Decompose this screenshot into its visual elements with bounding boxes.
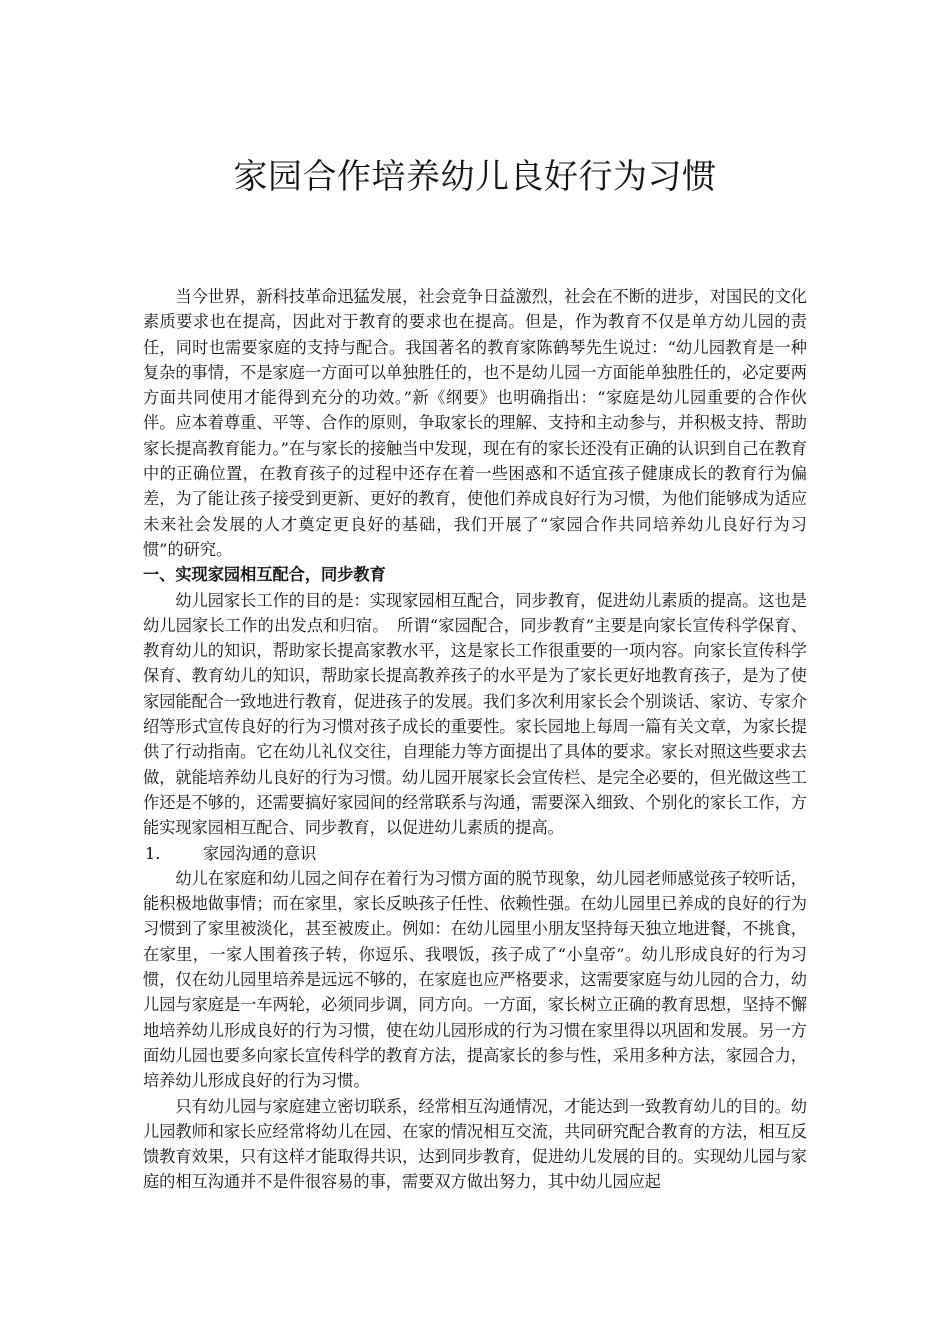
- subsection-number: 1.: [145, 843, 161, 863]
- subsection-heading: [143, 841, 807, 866]
- section-heading: 一、实现家园相互配合，同步教育: [143, 565, 386, 585]
- subsection-paragraph: 幼儿在家庭和幼儿园之间存在着行为习惯方面的脱节现象，幼儿园老师感觉孩子较听话，能积极地做事情；而在家里，家长反映孩子任性、依赖性强。在幼儿园里已养成的良好的行为习惯到了家里被淡化，甚至被废止。例如：在幼儿园里小朋友坚持每天独立地进餐，不挑食，在家里，一家人围着孩子转，你逗乐、我喂饭，孩子成了“小皇帝”。幼儿形成良好的行为习惯，仅在幼儿园里培养是远远不够的，在家庭也应严格要求，这需要家庭与幼儿园的合力，幼儿园与家庭是一车两轮，必须同步调，同方向。一方面，家长树立正确的教育思想，坚持不懈地培养幼儿形成良好的行为习惯，使在幼儿园形成的行为习惯在家里得以巩固和发展。另一方面幼儿园也要多向家长宣传科学的教育方法，提高家长的参与性，采用多种方法，家园合力，培养幼儿形成良好的行为习惯。: [143, 868, 807, 1091]
- section-paragraph: 幼儿园家长工作的目的是：实现家园相互配合，同步教育，促进幼儿素质的提高。这也是幼儿园家长工作的出发点和归宿。 所谓“家园配合，同步教育”主要是向家长宣传科学保育、教育幼儿的知识，帮助家长提高家教水平，这是家长工作很重要的一项内容。向家长宣传科学保育、教育幼儿的知识，帮助家长提高教养孩子的水平是为了家长更好地教育孩子，是为了使家园能配合一致地进行教育，促进孩子的发展。我们多次利用家长会个别谈话、家访、专家介绍等形式宣传良好的行为习惯对孩子成长的重要性。家长园地上每周一篇有关文章，为家长提供了行动指南。它在幼儿礼仪交往，自理能力等方面提出了具体的要求。家长对照这些要求去做，就能培养幼儿良好的行为习惯。幼儿园开展家长会宣传栏、是完全必要的，但光做这些工作还是不够的，还需要搞好家园间的经常联系与沟通，需要深入细致、个别化的家长工作，方能实现家园相互配合、同步教育，以促进幼儿素质的提高。: [143, 590, 807, 838]
- intro-paragraph: 当今世界，新科技革命迅猛发展，社会竞争日益激烈，社会在不断的进步，对国民的文化素质要求也在提高，因此对于教育的要求也在提高。但是，作为教育不仅是单方幼儿园的责任，同时也需要家庭的支持与配合。我国著名的教育家陈鹤琴先生说过：“幼儿园教育是一种复杂的事情，不是家庭一方面可以单独胜任的，也不是幼儿园一方面能单独胜任的，必定要两方面共同使用才能得到充分的功效。”新《纲要》也明确指出：“家庭是幼儿园重要的合作伙伴。应本着尊重、平等、合作的原则，争取家长的理解、支持和主动参与，并积极支持、帮助家长提高教育能力。”在与家长的接触当中发现，现在有的家长还没有正确的认识到自己在教育中的正确位置，在教育孩子的过程中还存在着一些困惑和不适宜孩子健康成长的教育行为偏差，为了能让孩子接受到更新、更好的教育，使他们养成良好行为习惯，为他们能够成为适应未来社会发展的人才奠定更良好的基础，我们开展了“家园合作共同培养幼儿良好行为习惯”的研究。: [143, 287, 807, 559]
- document-body: [143, 284, 807, 1195]
- subsection-title: 家园沟通的意识: [203, 843, 317, 863]
- document-title: 家园合作培养幼儿良好行为习惯: [233, 157, 717, 197]
- subsection-paragraph-2: 只有幼儿园与家庭建立密切联系，经常相互沟通情况，才能达到一致教育幼儿的目的。幼儿园教师和家长应经常将幼儿在园、在家的情况相互交流，共同研究配合教育的方法，相互反馈教育效果，只有这样才能取得共识，达到同步教育，促进幼儿发展的目的。实现幼儿园与家庭的相互沟通并不是件很容易的事，需要双方做出努力，其中幼儿园应起: [143, 1096, 807, 1192]
